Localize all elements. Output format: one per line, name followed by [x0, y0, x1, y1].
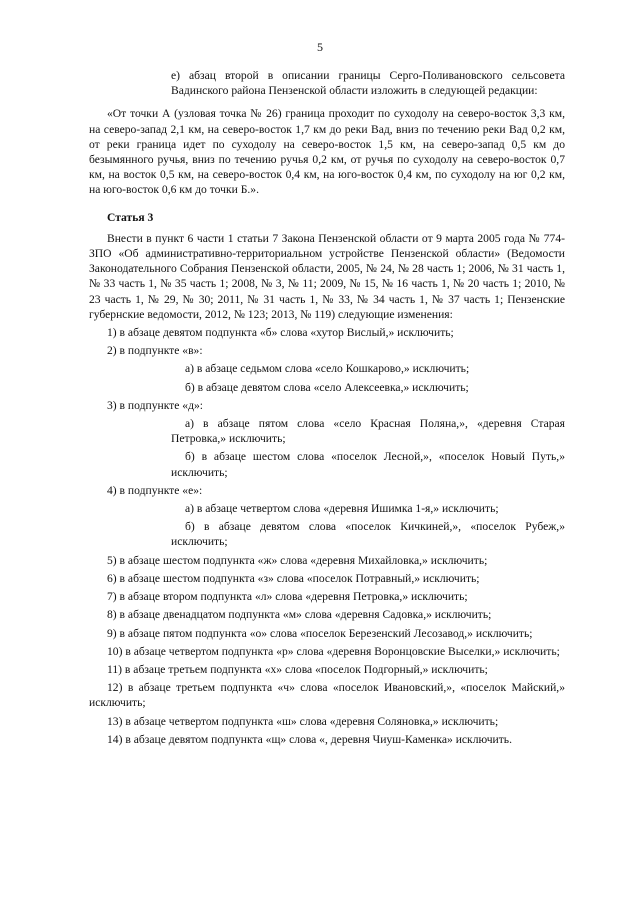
paragraph-item-e: е) абзац второй в описании границы Серго-Поливановского сельсовета Вадинского района Пензенской области изложить в следующей редакции: [171, 69, 565, 98]
list-item-10: 10) в абзаце четвертом подпункта «р» слова «деревня Воронцовские Выселки,» исключить; [107, 644, 560, 658]
list-item-11: 11) в абзаце третьем подпункта «х» слова «поселок Подгорный,» исключить; [107, 662, 488, 676]
boundary-description-quote: «От точки А (узловая точка № 26) граница проходит по суходолу на северо-восток 3,3 км, на северо-запад 2,1 км, на северо-восток 1,7 км до реки Вад, вниз по течению реки Вад 0,2 км, от реки граница идет по суходолу на северо-восток 1,5 км, на северо-запад 0,5 км до безымянного ручья, вниз по течению ручья 0,2 км, от ручья по суходолу на северо-восток 0,7 км, на восток 0,5 км, на северо-восток 0,4 км, на юго-восток 0,4 км, по суходолу на юг 0,2 км, на юго-восток 0,6 км до точки Б.». [89, 107, 565, 197]
list-item-6: 6) в абзаце шестом подпункта «з» слова «поселок Потравный,» исключить; [107, 571, 480, 585]
list-item-3: 3) в подпункте «д»: [107, 398, 204, 412]
list-item-9: 9) в абзаце пятом подпункта «о» слова «поселок Березенский Лесозавод,» исключить; [107, 626, 533, 640]
list-item-3b: б) в абзаце шестом слова «поселок Лесной,», «поселок Новый Путь,» исключить; [171, 450, 565, 479]
list-item-8: 8) в абзаце двенадцатом подпункта «м» слова «деревня Садовка,» исключить; [107, 608, 492, 622]
list-item-2b: б) в абзаце девятом слова «село Алексеевка,» исключить; [185, 380, 469, 394]
list-item-2: 2) в подпункте «в»: [107, 344, 203, 358]
list-item-7: 7) в абзаце втором подпункта «л» слова «деревня Петровка,» исключить; [107, 590, 468, 604]
page-number: 5 [317, 40, 323, 54]
list-item-14: 14) в абзаце девятом подпункта «щ» слова «, деревня Чиуш-Каменка» исключить. [107, 732, 512, 746]
page-content [89, 68, 565, 747]
list-item-13: 13) в абзаце четвертом подпункта «ш» слова «деревня Соляновка,» исключить; [107, 714, 499, 728]
list-item-4: 4) в подпункте «е»: [107, 483, 203, 497]
list-item-4b: б) в абзаце девятом слова «поселок Кичкиней,», «поселок Рубеж,» исключить; [171, 520, 565, 549]
list-item-5: 5) в абзаце шестом подпункта «ж» слова «деревня Михайловка,» исключить; [107, 553, 488, 567]
list-item-12: 12) в абзаце третьем подпункта «ч» слова «поселок Ивановский,», «поселок Майский,» исключить; [89, 681, 565, 710]
list-item-1: 1) в абзаце девятом подпункта «б» слова «хутор Вислый,» исключить; [107, 326, 454, 340]
list-item-3a: а) в абзаце пятом слова «село Красная Поляна,», «деревня Старая Петровка,» исключить; [171, 417, 565, 446]
list-item-4a: а) в абзаце четвертом слова «деревня Ишимка 1-я,» исключить; [185, 502, 499, 516]
article-intro-paragraph: Внести в пункт 6 части 1 статьи 7 Закона Пензенской области от 9 марта 2005 года № 774-ЗПО «Об административно-территориальном устройстве Пензенской области» (Ведомости Законодательного Собрания Пензенской области, 2005, № 24, № 28 часть 1; 2006, № 31 часть 1, № 33 часть 1, № 35 часть 1; 2008, № 3, № 11; 2009, № 15, № 16 часть 1, № 20 часть 1; 2010, № 23 часть 1, № 29, № 30; 2011, № 31 часть 1, № 33, № 34 часть 1, № 37 часть 1; Пензенские губернские ведомости, 2012, № 123; 2013, № 119) следующие изменения: [89, 231, 565, 321]
article-heading: Статья 3 [107, 210, 154, 224]
list-item-2a: а) в абзаце седьмом слова «село Кошкарово,» исключить; [185, 362, 470, 376]
